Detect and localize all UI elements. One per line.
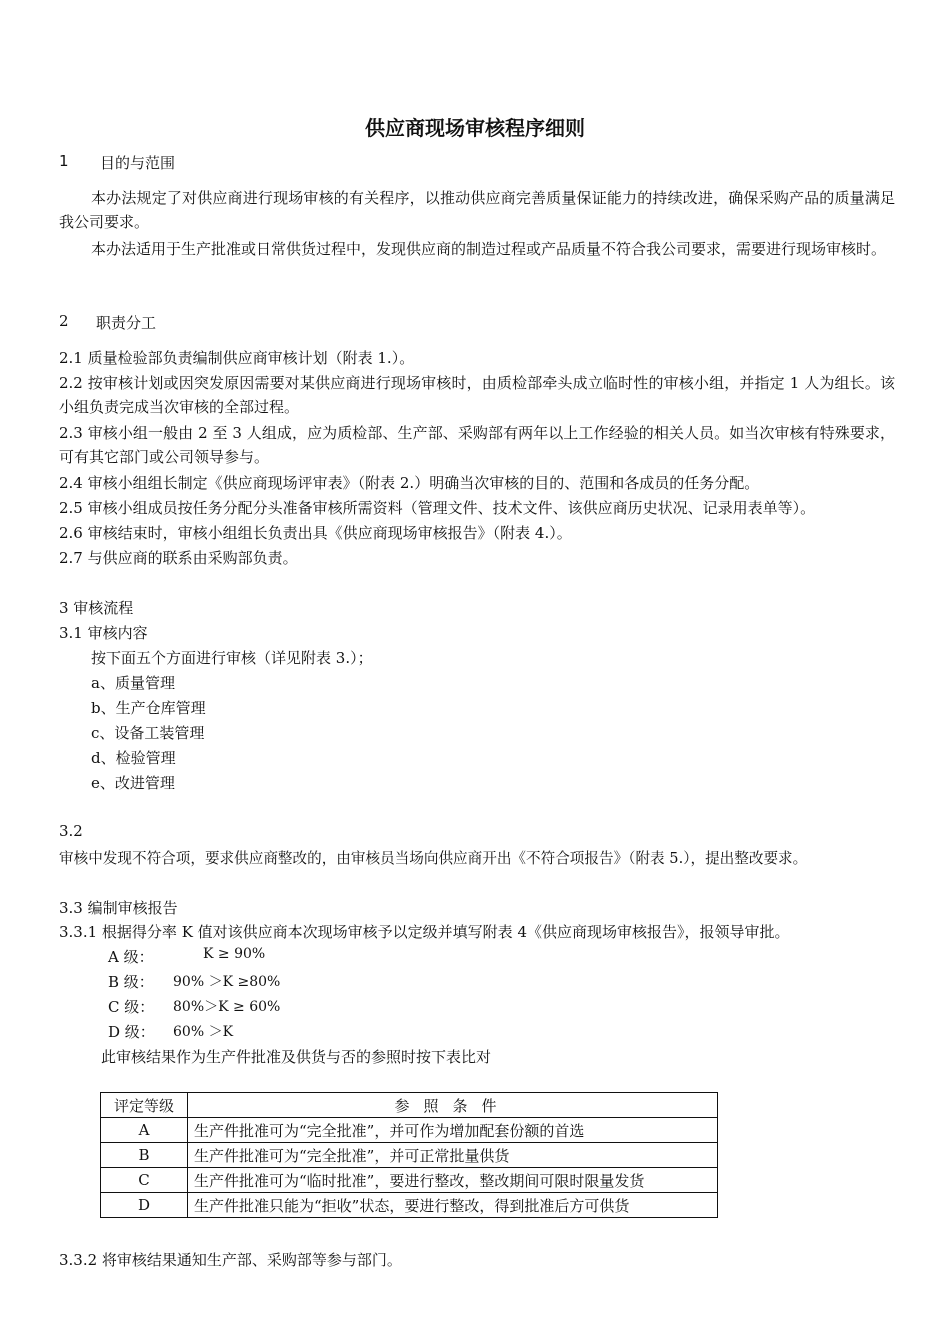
level-label: A 级：	[108, 948, 154, 966]
section-3-3-2-text: 3.3.2 将审核结果通知生产部、采购部等参与部门。	[59, 1251, 402, 1269]
table-header-row	[101, 1093, 718, 1118]
document-title: 供应商现场审核程序细则	[365, 116, 585, 140]
table-cell-grade: B	[101, 1143, 188, 1168]
table-cell-grade: D	[101, 1193, 188, 1218]
aspect-item: b、生产仓库管理	[91, 699, 206, 717]
table-header-condition: 参照条件	[188, 1093, 718, 1118]
table-cell-condition: 生产件批准只能为“拒收”状态，要进行整改，得到批准后方可供货	[188, 1193, 718, 1218]
table-intro: 此审核结果作为生产件批准及供货与否的参照时按下表比对	[101, 1048, 492, 1066]
aspect-item: a、质量管理	[91, 674, 175, 692]
section-2-item: 2.3 审核小组一般由 2 至 3 人组成，应为质检部、生产部、采购部有两年以上工作经验的相关人员。如当次审核有特殊要求，可有其它部门或公司领导参与。	[59, 424, 895, 466]
level-condition: 60% ＞K	[173, 1024, 234, 1040]
table-row	[101, 1168, 718, 1193]
table-row	[101, 1118, 718, 1143]
section-2-item: 2.2 按审核计划或因突发原因需要对某供应商进行现场审核时，由质检部牵头成立临时性的审核小组，并指定 1 人为组长。该小组负责完成当次审核的全部过程。	[59, 374, 895, 416]
aspect-item: d、检验管理	[91, 749, 176, 767]
section-1-heading: 目的与范围	[100, 154, 176, 172]
section-2-item: 2.6 审核结束时，审核小组组长负责出具《供应商现场审核报告》（附表 4.）。	[59, 524, 572, 542]
table-cell-condition: 生产件批准可为“临时批准”，要进行整改，整改期间可限时限量发货	[188, 1168, 718, 1193]
section-2-item: 2.5 审核小组成员按任务分配分头准备审核所需资料（管理文件、技术文件、该供应商历史状况、记录用表单等）。	[59, 499, 816, 517]
section-1-number: 1	[59, 152, 69, 170]
section-2-item: 2.1 质量检验部负责编制供应商审核计划（附表 1.）。	[59, 349, 415, 367]
section-3-heading: 3 审核流程	[59, 599, 134, 617]
section-1-paragraph-1: 本办法规定了对供应商进行现场审核的有关程序，以推动供应商完善质量保证能力的持续改进，确保采购产品的质量满足我公司要求。	[59, 189, 895, 231]
level-condition: 90% ＞K ≥80%	[173, 974, 281, 990]
table-cell-condition: 生产件批准可为“完全批准”，并可作为增加配套份额的首选	[188, 1118, 718, 1143]
level-label: D 级：	[108, 1023, 155, 1041]
level-label: B 级：	[108, 973, 154, 991]
table-cell-condition: 生产件批准可为“完全批准”，并可正常批量供货	[188, 1143, 718, 1168]
section-2-item: 2.4 审核小组组长制定《供应商现场评审表》（附表 2.）明确当次审核的目的、范围和各成员的任务分配。	[59, 474, 760, 492]
level-condition: 80%＞K ≥ 60%	[173, 999, 281, 1015]
table-header-grade: 评定等级	[101, 1093, 188, 1118]
section-3-3-heading: 3.3 编制审核报告	[59, 899, 178, 917]
section-2-heading: 职责分工	[96, 314, 157, 332]
section-2-item: 2.7 与供应商的联系由采购部负责。	[59, 549, 298, 567]
section-1-paragraph-2: 本办法适用于生产批准或日常供货过程中，发现供应商的制造过程或产品质量不符合我公司要求，需要进行现场审核时。	[91, 240, 887, 258]
section-2-number: 2	[59, 312, 69, 330]
aspect-item: e、改进管理	[91, 774, 175, 792]
aspect-item: c、设备工装管理	[91, 724, 205, 742]
section-3-2-number: 3.2	[59, 822, 83, 840]
reference-table	[100, 1092, 718, 1218]
section-3-3-1-text: 3.3.1 根据得分率 K 值对该供应商本次现场审核予以定级并填写附表 4《供应商现场审核报告》，报领导审批。	[59, 923, 790, 941]
table-cell-grade: C	[101, 1168, 188, 1193]
table-cell-grade: A	[101, 1118, 188, 1143]
section-3-2-text: 审核中发现不符合项，要求供应商整改的，由审核员当场向供应商开出《不符合项报告》（附表 5.），提出整改要求。	[59, 850, 808, 867]
section-3-1-intro: 按下面五个方面进行审核（详见附表 3.）；	[91, 649, 373, 667]
section-3-1-heading: 3.1 审核内容	[59, 624, 148, 642]
table-row	[101, 1143, 718, 1168]
level-condition: K ≥ 90%	[203, 946, 266, 962]
level-label: C 级：	[108, 998, 155, 1016]
table-row	[101, 1193, 718, 1218]
